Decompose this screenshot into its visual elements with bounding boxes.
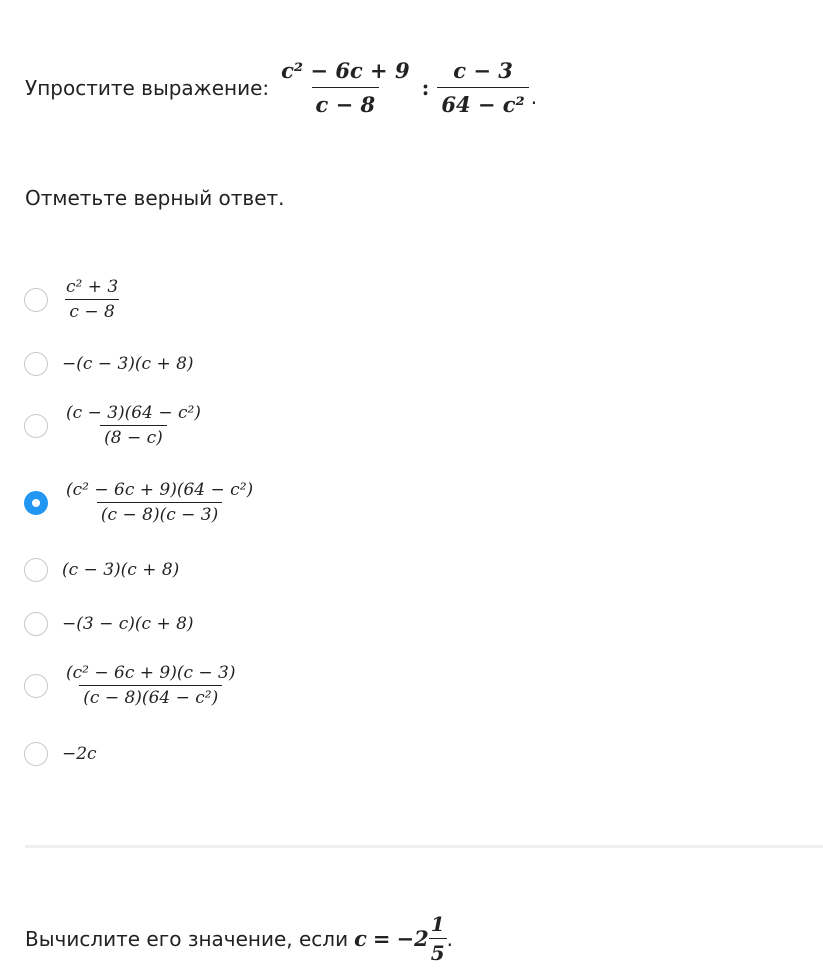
radio-button[interactable]: [24, 674, 48, 698]
expr-right-numerator: c − 3: [453, 58, 513, 83]
option-denominator: (c − 8)(64 − c²): [79, 685, 222, 708]
section-divider: [25, 845, 823, 848]
instruction-text: Отметьте верный ответ.: [25, 186, 285, 210]
radio-button[interactable]: [24, 352, 48, 376]
radio-button[interactable]: [24, 558, 48, 582]
option-fraction: [62, 277, 122, 322]
radio-button[interactable]: [24, 742, 48, 766]
radio-button[interactable]: [24, 414, 48, 438]
answer-option[interactable]: [24, 277, 122, 322]
option-text: −(c − 3)(c + 8): [62, 354, 194, 374]
fraction-denominator: 5: [429, 938, 447, 965]
radio-button-selected[interactable]: [24, 491, 48, 515]
expr-right-denominator: 64 − c²: [437, 87, 528, 117]
whole-part: −2: [396, 926, 429, 951]
option-numerator: (c² − 6c + 9)(c − 3): [66, 663, 236, 683]
option-text: (c − 3)(c + 8): [62, 560, 180, 580]
expression-period: .: [530, 85, 538, 109]
answer-option[interactable]: [24, 742, 97, 766]
answer-option[interactable]: [24, 403, 205, 448]
option-fraction: [62, 663, 240, 708]
option-denominator: (c − 8)(c − 3): [97, 502, 222, 525]
fraction-part: [429, 912, 447, 965]
radio-button[interactable]: [24, 288, 48, 312]
equals-sign: =: [372, 926, 391, 951]
question-prompt: Упростите выражение:: [25, 75, 270, 100]
expr-left-numerator: c² − 6c + 9: [281, 58, 410, 83]
option-denominator: (8 − c): [100, 425, 167, 448]
answer-option[interactable]: [24, 352, 194, 376]
option-text: −2c: [62, 744, 97, 764]
expr-left-denominator: c − 8: [312, 87, 380, 117]
answer-option-selected[interactable]: [24, 480, 257, 525]
question-2-prompt: Вычислите его значение, если: [25, 926, 349, 951]
option-numerator: (c − 3)(64 − c²): [66, 403, 201, 423]
radio-button[interactable]: [24, 612, 48, 636]
option-numerator: (c² − 6c + 9)(64 − c²): [66, 480, 254, 500]
option-fraction: [62, 480, 257, 525]
answer-option[interactable]: [24, 612, 194, 636]
expr-right-fraction: [437, 58, 528, 117]
question-2-value: [354, 912, 447, 965]
variable: c: [354, 926, 367, 951]
option-fraction: [62, 403, 205, 448]
question-2: [25, 912, 453, 965]
option-denominator: c − 8: [65, 299, 118, 322]
answer-option[interactable]: [24, 558, 179, 582]
fraction-numerator: 1: [430, 912, 445, 936]
option-text: −(3 − c)(c + 8): [62, 614, 194, 634]
question-2-period: .: [446, 927, 453, 951]
expr-left-fraction: [277, 58, 413, 117]
answer-option[interactable]: [24, 663, 240, 708]
option-numerator: c² + 3: [66, 277, 119, 297]
question-expression: [25, 58, 537, 117]
division-operator: :: [421, 75, 430, 100]
